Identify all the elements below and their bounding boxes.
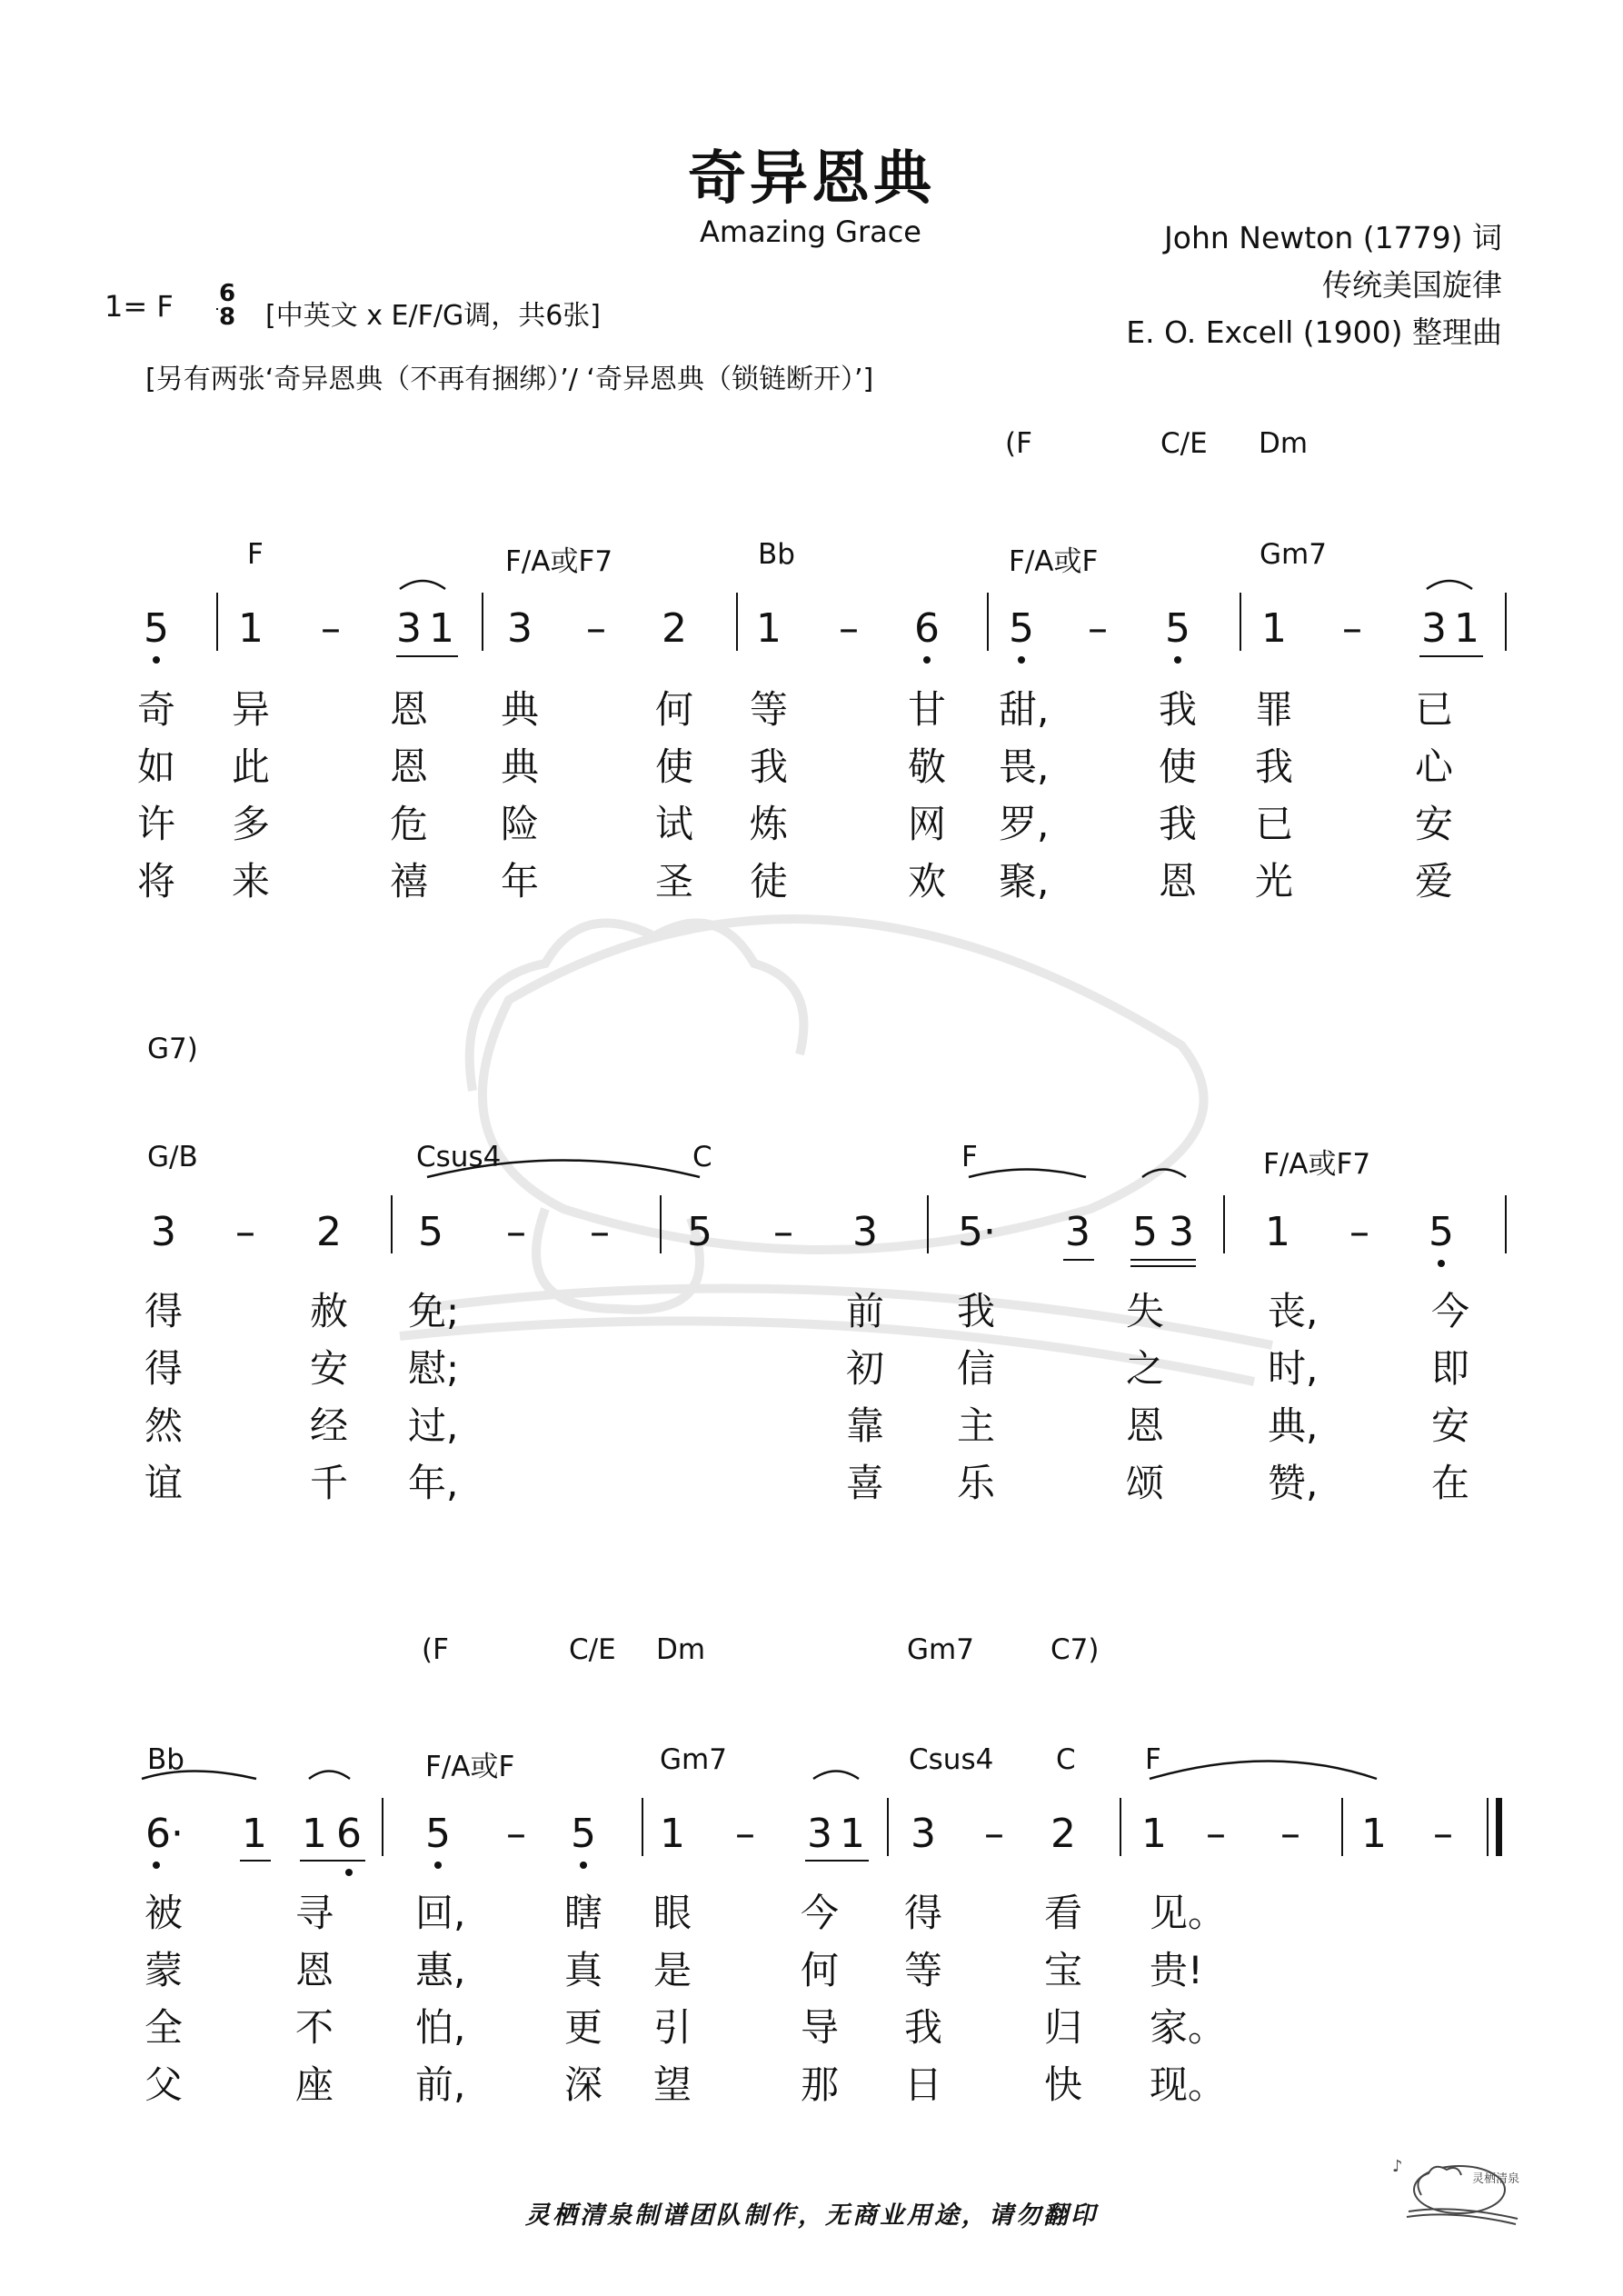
- lyric-syllable: 失: [1125, 1289, 1164, 1333]
- lyric-syllable: 得: [144, 1289, 183, 1333]
- bar-line: [642, 1798, 643, 1856]
- bar-line: [482, 593, 483, 651]
- note: 1: [1361, 1811, 1387, 1857]
- note-dotted: 5·: [958, 1209, 996, 1255]
- lyric-syllable: 我: [956, 1289, 995, 1333]
- lyric-syllable: 如: [136, 744, 175, 789]
- lyric-syllable: 座: [294, 2062, 334, 2107]
- lyric-syllable: 谊: [144, 1461, 183, 1505]
- lyric-syllable: 信: [956, 1346, 995, 1391]
- lyric-syllable: 父: [144, 2062, 183, 2107]
- note: 5: [1009, 605, 1034, 652]
- note: 1: [756, 605, 782, 652]
- lyric-syllable: 圣: [654, 859, 693, 903]
- lyric-syllable: 得: [144, 1346, 183, 1391]
- lyric-syllable: 恩: [294, 1948, 334, 1992]
- lyric-syllable: 年,: [408, 1461, 459, 1505]
- underline-beam: [300, 1860, 365, 1862]
- lyric-syllable: 靠: [845, 1403, 884, 1448]
- chord-symbol: F: [1145, 1743, 1161, 1776]
- note: 5: [144, 605, 169, 652]
- lyric-syllable: 瞎: [563, 1891, 602, 1935]
- low-octave-dot: [1174, 656, 1181, 664]
- versions-note: [中英文 x E/F/G调，共6张]: [265, 300, 601, 332]
- lyric-syllable: 此: [231, 744, 270, 789]
- lyric-syllable: 欢: [907, 859, 946, 903]
- note: 6: [336, 1811, 362, 1857]
- note-dash: –: [984, 1811, 1004, 1857]
- chord-symbol: F: [961, 1141, 978, 1173]
- lyric-syllable: 怕,: [415, 2005, 466, 2050]
- note: 3: [1065, 1209, 1090, 1255]
- lyric-syllable: 异: [231, 687, 270, 732]
- lyric-syllable: 深: [563, 2062, 602, 2107]
- lyric-syllable: 前: [845, 1289, 884, 1333]
- melody-credit: 传统美国旋律: [1322, 267, 1502, 303]
- lyric-syllable: 蒙: [144, 1948, 183, 1992]
- bar-line: [1341, 1798, 1343, 1856]
- chord-symbol: G/B: [147, 1141, 198, 1173]
- lyric-syllable: 在: [1430, 1461, 1469, 1505]
- low-octave-dot: [345, 1869, 353, 1876]
- low-octave-dot: [434, 1862, 442, 1869]
- lyric-syllable: 已: [1254, 802, 1293, 846]
- lyric-syllable: 光: [1254, 859, 1293, 903]
- note: 1: [1261, 605, 1287, 652]
- lyricist-credit: John Newton (1779) 词: [1164, 220, 1502, 255]
- lyric-syllable: 恩: [1125, 1403, 1164, 1448]
- song-title: 奇异恩典: [688, 145, 935, 213]
- bar-line: [660, 1195, 662, 1253]
- lyric-syllable: 经: [309, 1403, 348, 1448]
- lyric-syllable: 使: [654, 744, 693, 789]
- note: 5: [418, 1209, 443, 1255]
- lyric-syllable: 等: [903, 1948, 942, 1992]
- lyric-syllable: 初: [845, 1346, 884, 1391]
- lyric-syllable: 寻: [294, 1891, 334, 1935]
- low-octave-dot: [153, 1862, 160, 1869]
- lyric-syllable: 喜: [845, 1461, 884, 1505]
- lyric-syllable: 丧,: [1268, 1289, 1319, 1333]
- lyric-syllable: 今: [800, 1891, 839, 1935]
- lyric-syllable: 奇: [136, 687, 175, 732]
- lyric-syllable: 险: [500, 802, 539, 846]
- svg-text:♪: ♪: [1392, 2157, 1403, 2176]
- note: 1: [242, 1811, 267, 1857]
- lyric-syllable: 不: [294, 2005, 334, 2050]
- bar-line: [382, 1798, 383, 1856]
- note: 5: [1165, 605, 1190, 652]
- note: 5: [425, 1811, 451, 1857]
- underline-beam: [396, 655, 458, 657]
- underline-beam: [805, 1860, 869, 1862]
- lyric-syllable: 被: [144, 1891, 183, 1935]
- note: 3: [507, 605, 533, 652]
- lyric-syllable: 典: [500, 744, 539, 789]
- alt-chord: (F: [1005, 427, 1032, 460]
- lyric-syllable: 然: [144, 1403, 183, 1448]
- lyric-syllable: 恩: [1158, 859, 1197, 903]
- lyric-syllable: 之: [1125, 1346, 1164, 1391]
- underline-beam: [1063, 1259, 1094, 1261]
- lyric-syllable: 赦: [309, 1289, 348, 1333]
- note: 5: [687, 1209, 712, 1255]
- lyric-syllable: 看: [1043, 1891, 1082, 1935]
- note: 1: [238, 605, 264, 652]
- song-subtitle: Amazing Grace: [700, 215, 921, 249]
- lyric-syllable: 慰;: [408, 1346, 460, 1391]
- lyric-syllable: 甘: [907, 687, 946, 732]
- note: 3: [151, 1209, 176, 1255]
- low-octave-dot: [1018, 656, 1025, 664]
- bar-line: [1223, 1195, 1225, 1253]
- lyric-syllable: 多: [231, 802, 270, 846]
- note: 3: [911, 1811, 936, 1857]
- note-dash: –: [1206, 1811, 1226, 1857]
- lyric-syllable: 日: [903, 2062, 942, 2107]
- note-dash: –: [1349, 1209, 1369, 1255]
- lyric-syllable: 免;: [408, 1289, 460, 1333]
- note-dash: –: [1433, 1811, 1453, 1857]
- chord-symbol: C: [1056, 1743, 1076, 1776]
- lyric-syllable: 更: [563, 2005, 602, 2050]
- note-dash: –: [506, 1811, 526, 1857]
- lyric-syllable: 爱: [1414, 859, 1453, 903]
- note-dash: –: [586, 605, 606, 652]
- lyric-syllable: 过,: [408, 1403, 459, 1448]
- lyric-syllable: 安: [1430, 1403, 1469, 1448]
- lyric-syllable: 年: [500, 859, 539, 903]
- alt-chord: Gm7: [907, 1633, 974, 1666]
- low-octave-dot: [923, 656, 931, 664]
- lyric-syllable: 我: [1158, 802, 1197, 846]
- underline-beam: [1419, 655, 1483, 657]
- lyric-syllable: 典: [500, 687, 539, 732]
- note: 3: [1169, 1209, 1194, 1255]
- lyric-syllable: 将: [136, 859, 175, 903]
- lyric-syllable: 眼: [652, 1891, 692, 1935]
- other-versions-note: [另有两张‘奇异恩典（不再有捆绑）’/ ‘奇异恩典（锁链断开）’]: [145, 364, 874, 395]
- lyric-syllable: 今: [1430, 1289, 1469, 1333]
- lyric-syllable: 见。: [1150, 1891, 1227, 1935]
- alt-chord: Dm: [1259, 427, 1309, 460]
- lyric-syllable: 惠,: [415, 1948, 466, 1992]
- note-dash: –: [1342, 605, 1362, 652]
- key-signature: 1= F: [105, 289, 174, 324]
- lyric-syllable: 试: [654, 802, 693, 846]
- lyric-syllable: 安: [1414, 802, 1453, 846]
- lyric-syllable: 徒: [749, 859, 788, 903]
- low-octave-dot: [580, 1862, 587, 1869]
- note-dash: –: [1280, 1811, 1300, 1857]
- underline-beam: [240, 1860, 271, 1862]
- lyric-syllable: 即: [1430, 1346, 1469, 1391]
- chord-symbol: F/A或F: [425, 1751, 515, 1783]
- lyric-syllable: 引: [652, 2005, 692, 2050]
- note: 3: [852, 1209, 878, 1255]
- note-dash: –: [1088, 605, 1108, 652]
- alt-chord: G7): [147, 1033, 198, 1065]
- chord-symbol: F/A或F7: [1263, 1148, 1371, 1181]
- low-octave-dot: [153, 656, 160, 664]
- sheep-logo-icon: [1381, 2141, 1527, 2231]
- lyric-syllable: 归: [1043, 2005, 1082, 2050]
- time-signature-bottom: 8: [218, 304, 236, 331]
- chord-symbol: Gm7: [1260, 538, 1327, 571]
- lyric-syllable: 罪: [1254, 687, 1293, 732]
- lyric-syllable: 安: [309, 1346, 348, 1391]
- lyric-syllable: 我: [749, 744, 788, 789]
- underline-beam: [1130, 1259, 1196, 1261]
- lyric-syllable: 恩: [389, 744, 428, 789]
- note: 1: [660, 1811, 685, 1857]
- note: 2: [662, 605, 687, 652]
- bar-line: [391, 1195, 393, 1253]
- note: 1: [840, 1811, 865, 1857]
- lyric-syllable: 回,: [415, 1891, 466, 1935]
- time-signature: [216, 282, 238, 329]
- chord-symbol: Bb: [758, 538, 795, 571]
- lyric-syllable: 许: [136, 802, 175, 846]
- final-bar-thin: [1487, 1798, 1489, 1856]
- note-dash: –: [735, 1811, 755, 1857]
- note: 5: [1132, 1209, 1158, 1255]
- bar-line: [1505, 593, 1507, 651]
- bar-line: [1120, 1798, 1121, 1856]
- note-dash: –: [773, 1209, 793, 1255]
- note: 1: [429, 605, 454, 652]
- lyric-syllable: 是: [652, 1948, 692, 1992]
- lyric-syllable: 主: [956, 1403, 995, 1448]
- note: 3: [1421, 605, 1447, 652]
- bar-line: [1505, 1195, 1507, 1253]
- lyric-syllable: 贵!: [1150, 1948, 1203, 1992]
- chord-symbol: Bb: [147, 1743, 184, 1776]
- lyric-syllable: 恩: [389, 687, 428, 732]
- bar-line: [1240, 593, 1241, 651]
- alt-chord: C7): [1050, 1633, 1100, 1666]
- note: 1: [302, 1811, 327, 1857]
- time-signature-bar: [216, 308, 218, 310]
- lyric-syllable: 典,: [1268, 1403, 1319, 1448]
- note: 3: [396, 605, 422, 652]
- lyric-syllable: 真: [563, 1948, 602, 1992]
- lyric-syllable: 何: [800, 1948, 839, 1992]
- note-dash: –: [235, 1209, 255, 1255]
- bar-line: [887, 1798, 889, 1856]
- note: 1: [1141, 1811, 1167, 1857]
- alt-chord: (F: [422, 1633, 449, 1666]
- note-dash: –: [506, 1209, 526, 1255]
- lyric-syllable: 来: [231, 859, 270, 903]
- chord-symbol: Gm7: [660, 1743, 727, 1776]
- lyric-syllable: 家。: [1150, 2005, 1227, 2050]
- low-octave-dot: [1438, 1260, 1445, 1267]
- lyric-syllable: 何: [654, 687, 693, 732]
- chord-symbol: Csus4: [909, 1743, 994, 1776]
- lyric-syllable: 时,: [1268, 1346, 1319, 1391]
- lyric-syllable: 颂: [1125, 1461, 1164, 1505]
- lyric-syllable: 现。: [1150, 2062, 1227, 2107]
- note: 2: [1050, 1811, 1076, 1857]
- lyric-syllable: 等: [749, 687, 788, 732]
- lyric-syllable: 聚,: [999, 859, 1050, 903]
- bar-line: [927, 1195, 929, 1253]
- note: 6: [914, 605, 940, 652]
- note-dotted: 6·: [145, 1811, 184, 1857]
- lyric-syllable: 罗,: [999, 802, 1050, 846]
- lyric-syllable: 乐: [956, 1461, 995, 1505]
- lyric-syllable: 网: [907, 802, 946, 846]
- note: 3: [807, 1811, 832, 1857]
- note: 1: [1265, 1209, 1290, 1255]
- note-dash: –: [321, 605, 341, 652]
- lyric-syllable: 甜,: [999, 687, 1050, 732]
- lyric-syllable: 全: [144, 2005, 183, 2050]
- lyric-syllable: 千: [309, 1461, 348, 1505]
- bar-line: [216, 593, 218, 651]
- time-signature-top: 6: [218, 280, 236, 307]
- underline-beam: [1130, 1265, 1196, 1267]
- chord-symbol: F: [247, 538, 264, 571]
- note-dash: –: [590, 1209, 610, 1255]
- bar-line: [736, 593, 738, 651]
- chord-symbol: Csus4: [416, 1141, 502, 1173]
- lyric-syllable: 畏,: [999, 744, 1050, 789]
- logo-text: 灵栖清泉: [1472, 2172, 1520, 2186]
- lyric-syllable: 禧: [389, 859, 428, 903]
- lyric-syllable: 我: [1254, 744, 1293, 789]
- lyric-syllable: 炼: [749, 802, 788, 846]
- alt-chord: Dm: [656, 1633, 706, 1666]
- alt-chord: C/E: [569, 1633, 616, 1666]
- lyric-syllable: 前,: [415, 2062, 466, 2107]
- lyric-syllable: 得: [903, 1891, 942, 1935]
- footer-credit: 灵栖清泉制谱团队制作，无商业用途，请勿翻印: [525, 2201, 1098, 2230]
- lyric-syllable: 赞,: [1268, 1461, 1319, 1505]
- lyric-syllable: 我: [903, 2005, 942, 2050]
- lyric-syllable: 使: [1158, 744, 1197, 789]
- lyric-syllable: 我: [1158, 687, 1197, 732]
- chord-symbol: F/A或F: [1009, 545, 1099, 578]
- note: 2: [316, 1209, 342, 1255]
- lyric-syllable: 导: [800, 2005, 839, 2050]
- chord-symbol: C: [692, 1141, 712, 1173]
- lyric-syllable: 望: [652, 2062, 692, 2107]
- lyric-syllable: 宝: [1043, 1948, 1082, 1992]
- note: 5: [571, 1811, 596, 1857]
- lyric-syllable: 敬: [907, 744, 946, 789]
- note: 5: [1429, 1209, 1454, 1255]
- chord-symbol: F/A或F7: [505, 545, 613, 578]
- note: 1: [1454, 605, 1479, 652]
- arranger-credit: E. O. Excell (1900) 整理曲: [1126, 314, 1502, 350]
- lyric-syllable: 危: [389, 802, 428, 846]
- lyric-syllable: 快: [1043, 2062, 1082, 2107]
- alt-chord: C/E: [1160, 427, 1208, 460]
- lyric-syllable: 心: [1414, 744, 1453, 789]
- note-dash: –: [839, 605, 859, 652]
- bar-line: [987, 593, 989, 651]
- lyric-syllable: 那: [800, 2062, 839, 2107]
- lyric-syllable: 已: [1414, 687, 1453, 732]
- final-bar-thick: [1496, 1798, 1502, 1856]
